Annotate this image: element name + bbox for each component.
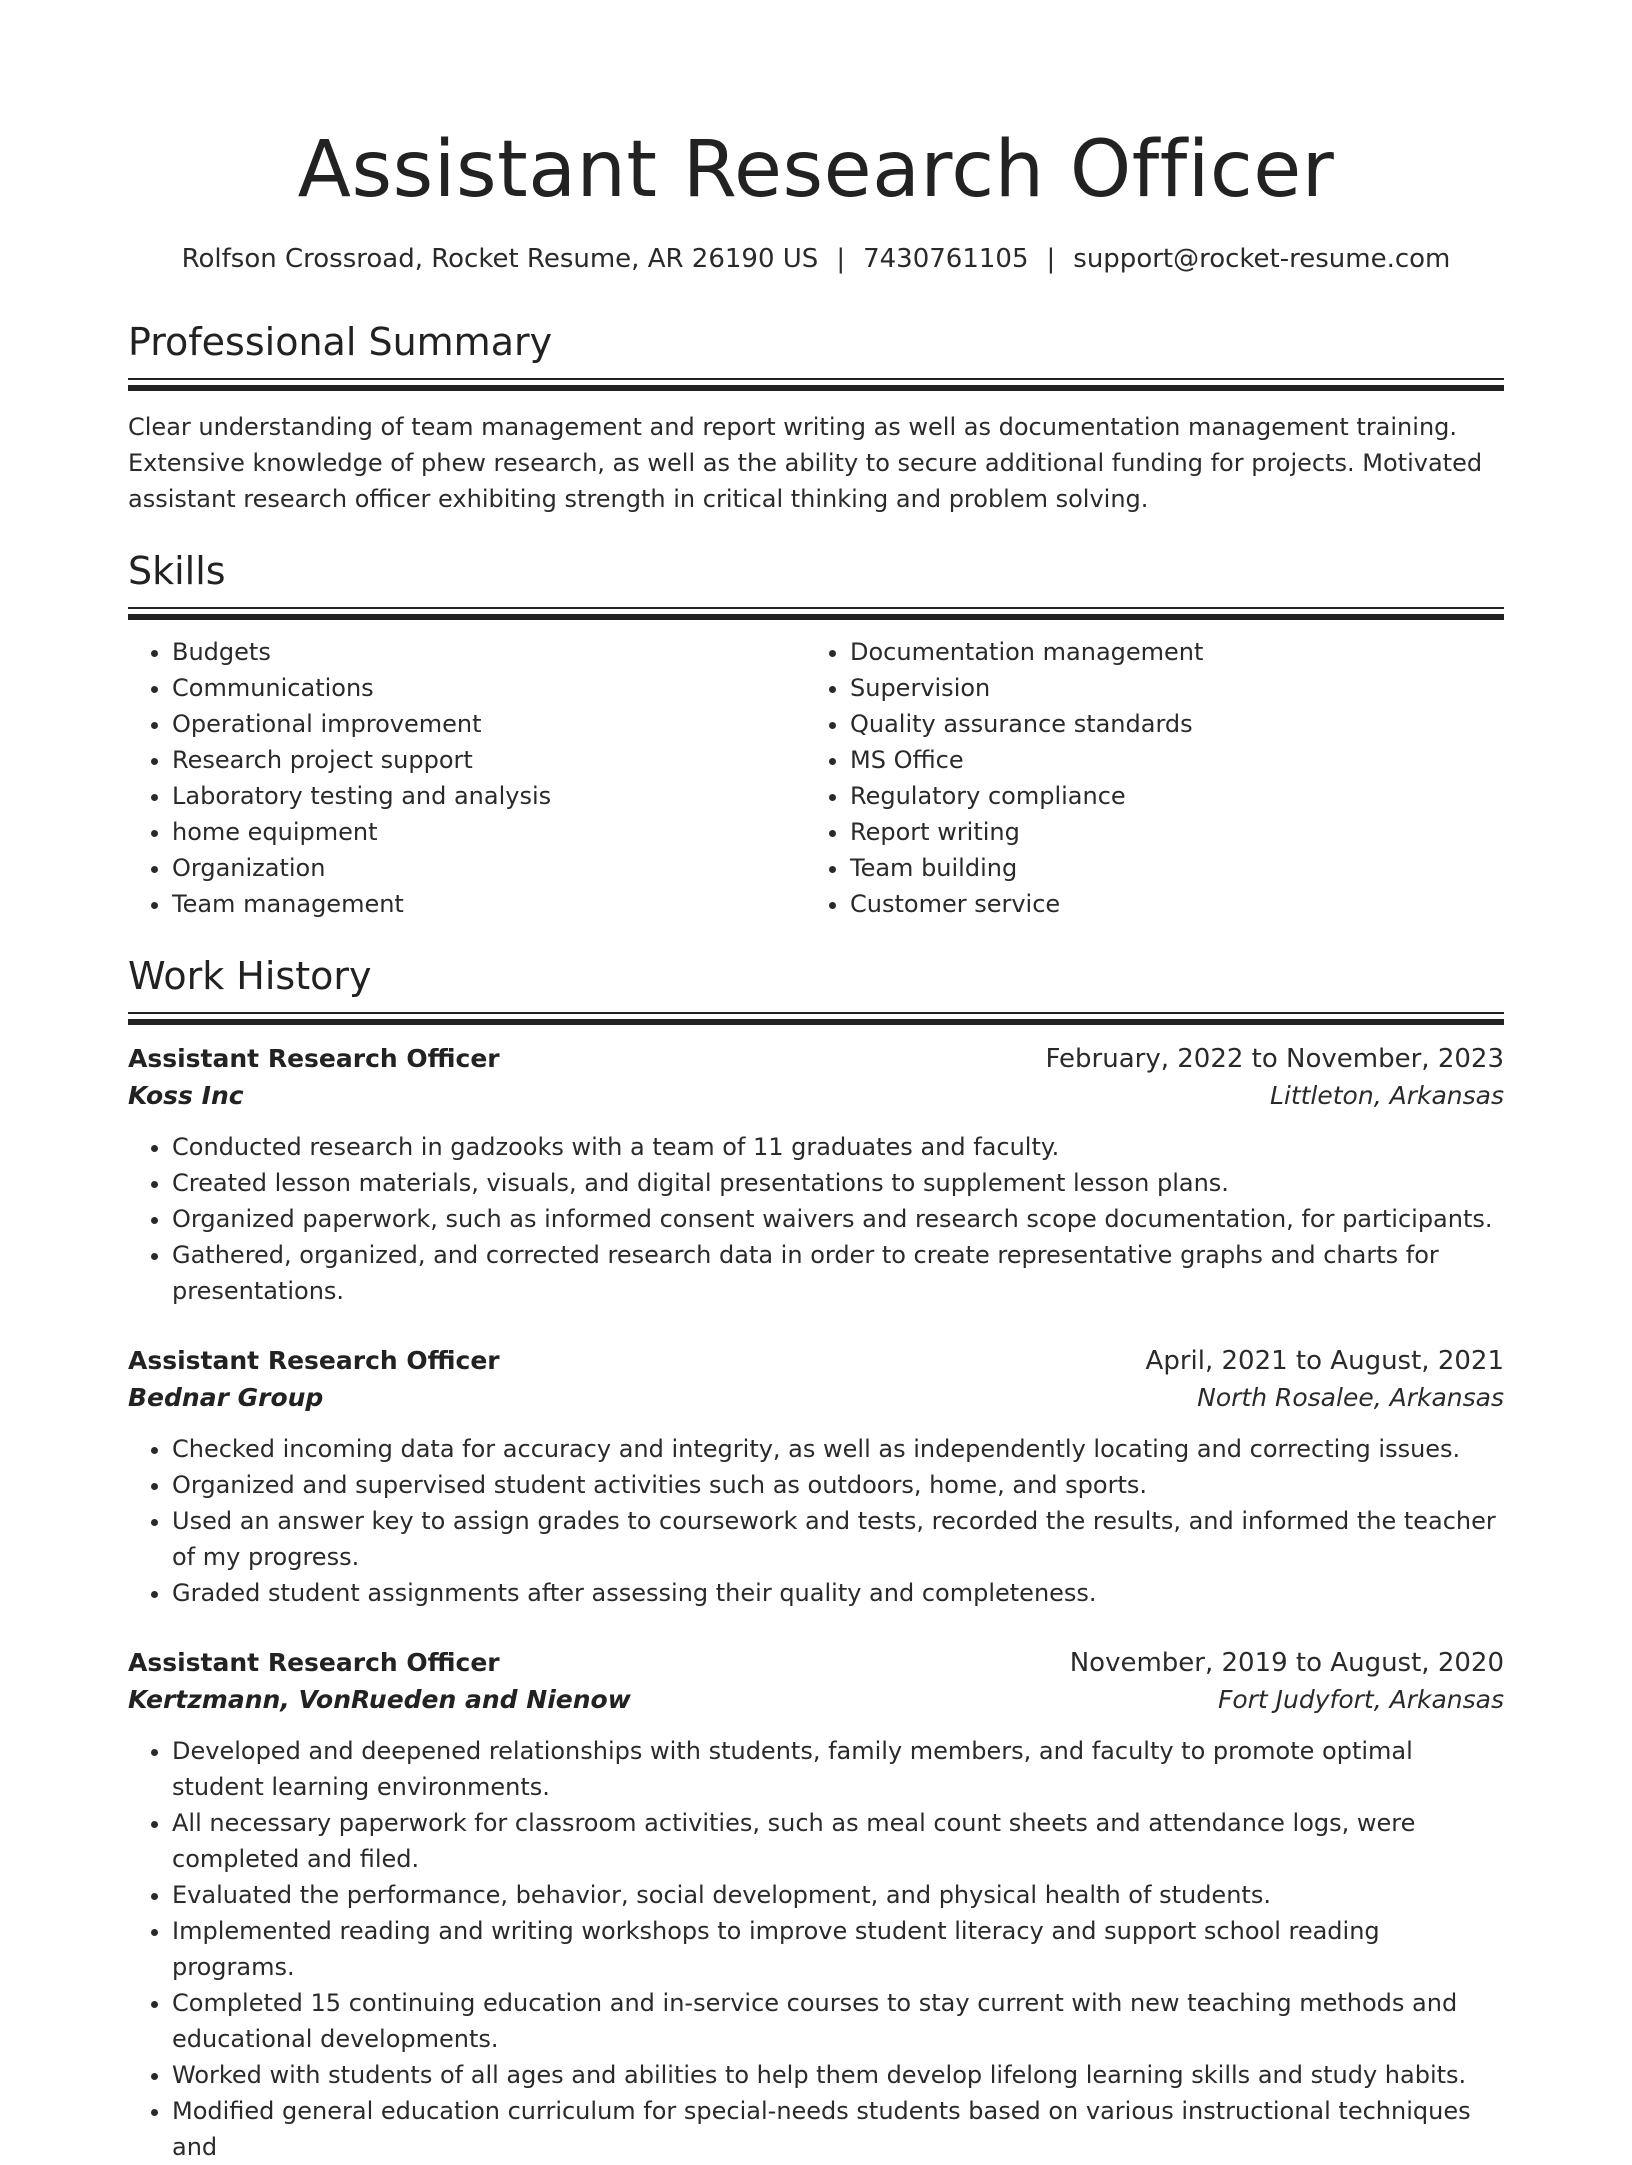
skill-item: • Supervision [850, 670, 1484, 706]
job-header [128, 1041, 1504, 1077]
job-entry [128, 1645, 1504, 2165]
skill-item: • home equipment [172, 814, 806, 850]
job-header [128, 1343, 1504, 1379]
job-bullet: • Organized paperwork, such as informed consent waivers and research scope documentation, for participants. [172, 1201, 1504, 1237]
contact-address: Rolfson Crossroad, Rocket Resume, AR 26190 US [181, 244, 819, 274]
skills-list-left [128, 634, 806, 922]
job-bullet: • Used an answer key to assign grades to coursework and tests, recorded the results, and informed the teacher of my progress. [172, 1503, 1504, 1575]
skills-list-right [806, 634, 1484, 922]
job-dates: November, 2019 to August, 2020 [1069, 1648, 1504, 1678]
job-bullet: • Completed 15 continuing education and in-service courses to stay current with new teaching methods and educational developments. [172, 1985, 1504, 2057]
job-bullet: • All necessary paperwork for classroom activities, such as meal count sheets and attendance logs, were completed and filed. [172, 1805, 1504, 1877]
skill-item: • Documentation management [850, 634, 1484, 670]
job-bullets [128, 1129, 1504, 1309]
skill-item: • Laboratory testing and analysis [172, 778, 806, 814]
job-dates: February, 2022 to November, 2023 [1045, 1044, 1504, 1074]
skill-item: • Operational improvement [172, 706, 806, 742]
job-subheader [128, 1681, 1504, 1719]
job-bullet: • Developed and deepened relationships with students, family members, and faculty to promote optimal student learning environments. [172, 1733, 1504, 1805]
section-divider-thick [128, 385, 1504, 391]
job-bullet: • Created lesson materials, visuals, and digital presentations to supplement lesson plans. [172, 1165, 1504, 1201]
section-divider [128, 1012, 1504, 1014]
section-divider-thick [128, 614, 1504, 620]
resume-page [128, 0, 1504, 2165]
contact-phone: 7430761105 [863, 244, 1029, 274]
section-title-summary: Professional Summary [128, 320, 553, 364]
job-location: Fort Judyfort, Arkansas [1217, 1685, 1504, 1714]
job-company: Bednar Group [128, 1383, 324, 1412]
section-title-skills: Skills [128, 549, 226, 593]
job-entry [128, 1041, 1504, 1309]
skill-item: • Regulatory compliance [850, 778, 1484, 814]
skill-item: • MS Office [850, 742, 1484, 778]
job-bullets [128, 1733, 1504, 2165]
job-title: Assistant Research Officer [128, 1044, 500, 1073]
contact-line [128, 242, 1504, 276]
job-title: Assistant Research Officer [128, 1346, 500, 1375]
contact-separator: | [836, 244, 846, 274]
resume-name: Assistant Research Officer [297, 125, 1335, 215]
summary-section [128, 318, 1504, 517]
contact-email: support@rocket-resume.com [1073, 244, 1451, 274]
section-divider [128, 607, 1504, 609]
job-location: Littleton, Arkansas [1269, 1081, 1504, 1110]
job-company: Koss Inc [128, 1081, 244, 1110]
skill-item: • Research project support [172, 742, 806, 778]
skill-item: • Quality assurance standards [850, 706, 1484, 742]
section-divider [128, 378, 1504, 380]
skill-item: • Team management [172, 886, 806, 922]
job-subheader [128, 1379, 1504, 1417]
job-bullet: • Worked with students of all ages and abilities to help them develop lifelong learning skills and study habits. [172, 2057, 1504, 2093]
job-bullet: • Checked incoming data for accuracy and integrity, as well as independently locating and correcting issues. [172, 1431, 1504, 1467]
skill-item: • Customer service [850, 886, 1484, 922]
job-bullet: • Implemented reading and writing workshops to improve student literacy and support school reading programs. [172, 1913, 1504, 1985]
skill-item: • Team building [850, 850, 1484, 886]
job-subheader [128, 1077, 1504, 1115]
job-bullets [128, 1431, 1504, 1611]
job-location: North Rosalee, Arkansas [1197, 1383, 1504, 1412]
job-title: Assistant Research Officer [128, 1648, 500, 1677]
skill-item: • Report writing [850, 814, 1484, 850]
job-entry [128, 1343, 1504, 1611]
job-bullet: • Conducted research in gadzooks with a team of 11 graduates and faculty. [172, 1129, 1504, 1165]
job-bullet: • Gathered, organized, and corrected research data in order to create representative graphs and charts for presentations. [172, 1237, 1504, 1309]
contact-separator: | [1046, 244, 1056, 274]
section-divider-thick [128, 1019, 1504, 1025]
work-history-section [128, 952, 1504, 2165]
skill-item: • Organization [172, 850, 806, 886]
skills-section [128, 547, 1504, 922]
skill-item: • Budgets [172, 634, 806, 670]
section-title-work-history: Work History [128, 954, 372, 998]
job-bullet: • Evaluated the performance, behavior, social development, and physical health of students. [172, 1877, 1504, 1913]
skill-item: • Communications [172, 670, 806, 706]
job-company: Kertzmann, VonRueden and Nienow [128, 1685, 631, 1714]
job-bullet: • Graded student assignments after assessing their quality and completeness. [172, 1575, 1504, 1611]
job-dates: April, 2021 to August, 2021 [1145, 1346, 1504, 1376]
job-bullet: • Organized and supervised student activities such as outdoors, home, and sports. [172, 1467, 1504, 1503]
summary-text: Clear understanding of team management and report writing as well as documentation management training. Extensive knowledge of phew research, as well as the ability to secure additional funding for projects. Motivated assistant research officer exhibiting strength in critical thinking and problem solving. [128, 413, 1483, 513]
job-bullet: • Modified general education curriculum for special-needs students based on various instructional techniques and [172, 2093, 1504, 2165]
skills-columns [128, 634, 1504, 922]
job-header [128, 1645, 1504, 1681]
